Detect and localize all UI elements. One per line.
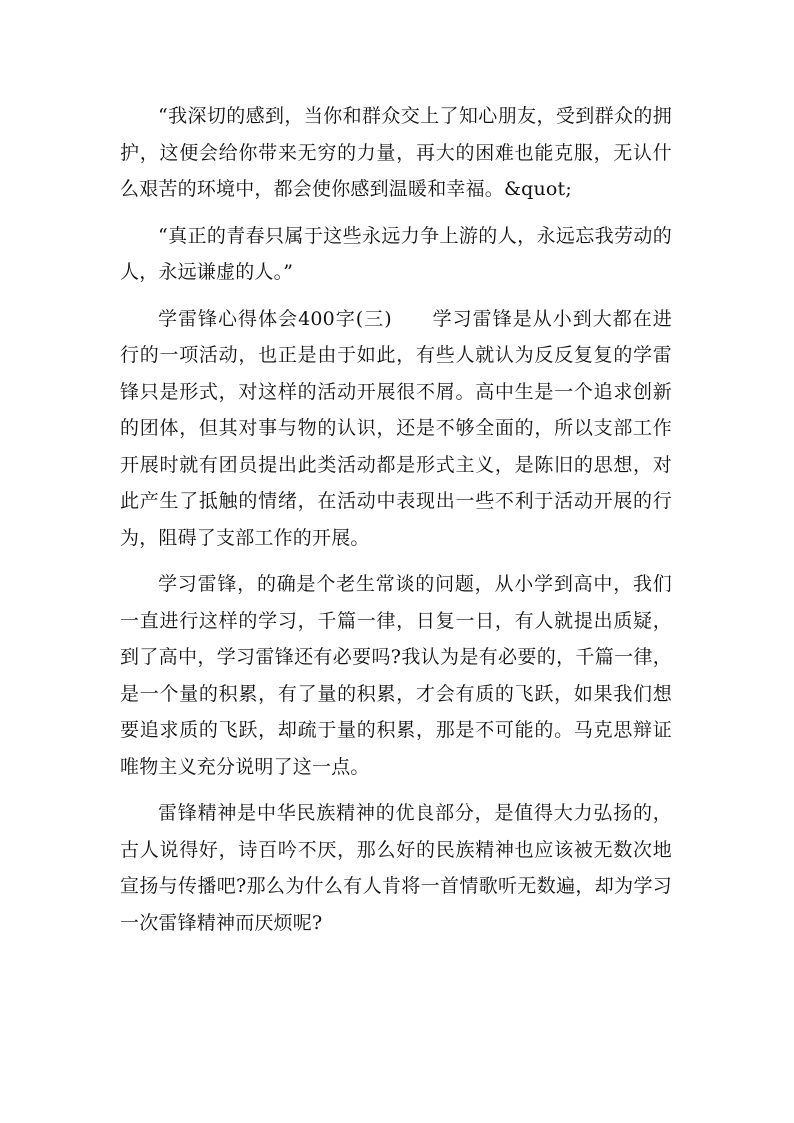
quote-paragraph-1: “我深切的感到，当你和群众交上了知心朋友，受到群众的拥护，这便会给你带来无穷的力量，再大的困难也能克服，无认什么艰苦的环境中，都会使你感到温暖和幸福。&quot; bbox=[120, 105, 672, 200]
section-lead-text: 学习雷锋是从小到大都在进行的一项活动，也正是由于如此，有些人就认为反反复复的学雷锋只是形式，对这样的活动开展很不屑。高中生是一个追求创新的团体，但其对事与物的认识，还是不够全面的，所以支部工作开展时就有团员提出此类活动都是形式主义，是陈旧的思想，对此产生了抵触的情绪，在活动中表现出一些不利于活动开展的行为，阻碍了支部工作的开展。 bbox=[120, 307, 672, 549]
body-paragraph-1: 学习雷锋，的确是个老生常谈的问题，从小学到高中，我们一直进行这样的学习，千篇一律，日复一日，有人就提出质疑，到了高中，学习雷锋还有必要吗?我认为是有必要的，千篇一律，是一个量的积累，有了量的积累，才会有质的飞跃，如果我们想要追求质的飞跃，却疏于量的积累，那是不可能的。马克思辩证唯物主义充分说明了这一点。 bbox=[120, 573, 672, 778]
document-content bbox=[120, 98, 672, 951]
section-paragraph bbox=[120, 301, 672, 557]
section-title: 学雷锋心得体会400字(三) bbox=[158, 307, 392, 330]
body-paragraph-2: 雷锋精神是中华民族精神的优良部分，是值得大力弘扬的，古人说得好，诗百吟不厌，那么好的民族精神也应该被无数次地宣扬与传播吧?那么为什么有人肯将一首情歌听无数遍，却为学习一次雷锋精神而厌烦呢? bbox=[120, 802, 672, 934]
quote-paragraph-2: “真正的青春只属于这些永远力争上游的人，永远忘我劳动的人，永远谦虚的人。” bbox=[120, 224, 672, 283]
